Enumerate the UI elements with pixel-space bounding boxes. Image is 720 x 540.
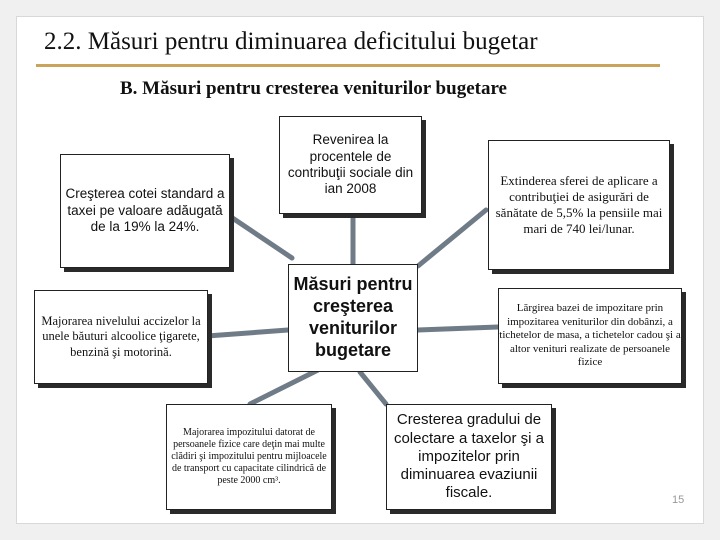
slide-subtitle: B. Măsuri pentru cresterea veniturilor bugetare bbox=[120, 78, 507, 99]
connector-impozit-cladiri bbox=[250, 370, 318, 404]
node-colectare-box bbox=[386, 404, 552, 510]
node-largirea-box bbox=[498, 288, 682, 384]
node-impozit-cladiri-box bbox=[166, 404, 332, 510]
node-impozit-cladiri-text: Majorarea impozitului datorat de persoanele fizice care deţin mai multe clădiri şi impozitului pentru mijloacele de transport cu capacitate cilindrică de peste 2000 cm³. bbox=[171, 426, 327, 487]
node-tva-text: Creşterea cotei standard a taxei pe valoare adăugată de la 19% la 24%. bbox=[65, 186, 225, 235]
node-extindere-text: Extinderea sferei de aplicare a contribuţiei de asigurări de sănătate de 5,5% la pensiile mai mari de 740 lei/lunar. bbox=[495, 173, 663, 236]
node-tva-box bbox=[60, 154, 230, 268]
center-node-box bbox=[288, 264, 418, 372]
slide-title: 2.2. Măsuri pentru diminuarea deficitului bugetar bbox=[44, 28, 538, 55]
node-extindere-box bbox=[488, 140, 670, 270]
node-contributii-text: Revenirea la procentele de contribuţii sociale din ian 2008 bbox=[287, 132, 414, 197]
connector-extindere bbox=[418, 210, 486, 266]
center-node-text: Măsuri pentru creşterea veniturilor bugetare bbox=[293, 274, 413, 360]
connector-colectare bbox=[360, 372, 386, 404]
node-accize-text: Majorarea nivelului accizelor la unele băuturi alcoolice ţigarete, benzină şi motorină. bbox=[41, 314, 201, 359]
connector-tva bbox=[228, 215, 292, 258]
page-number: 15 bbox=[672, 494, 685, 506]
connector-largirea bbox=[418, 327, 498, 330]
node-largirea-text: Lărgirea bazei de impozitare prin impozitarea veniturilor din dobânzi, a tichetelor de masa, a tichetelor cadou şi a altor venituri realizate de persoanele fizice bbox=[499, 302, 681, 369]
node-colectare-text: Cresterea gradului de colectare a taxelor şi a impozitelor prin diminuarea evaziunii fiscale. bbox=[393, 411, 545, 502]
node-contributii-box bbox=[279, 116, 422, 214]
node-accize-box bbox=[34, 290, 208, 384]
connector-accize bbox=[207, 330, 288, 336]
